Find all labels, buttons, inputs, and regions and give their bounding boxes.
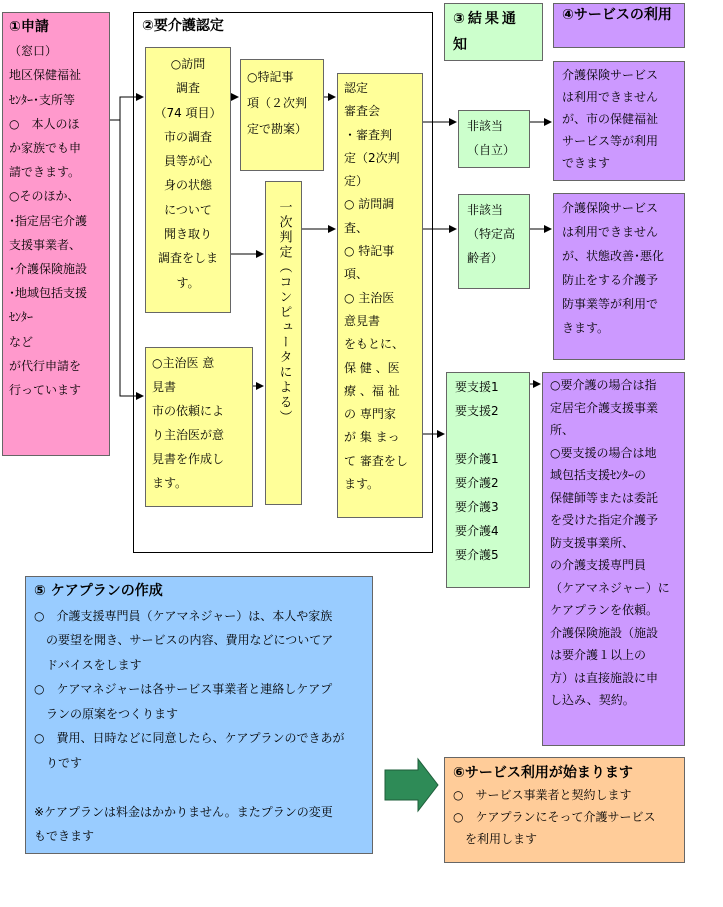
careplan-title: ⑤ ケアプランの作成 (34, 583, 163, 599)
special-notes-line: ○特記事 (247, 70, 294, 84)
review-board-line: 保 健 、医 (344, 360, 400, 375)
review-board-line: て 審査をし (344, 453, 408, 468)
service-line: 介護保険施設（施設 (550, 625, 659, 640)
review-board-line: をもとに、 (344, 337, 405, 352)
careplan-line: ランの原案をつくります (34, 706, 179, 721)
service-line: を受けた指定介護予 (550, 513, 659, 527)
apply-line: か家族でも申 (9, 141, 82, 156)
careplan-line: ※ケアプランは料金はかかりません。またプランの変更 (34, 804, 333, 819)
visit-survey-line: 員等が心 (163, 154, 212, 169)
special-notes-line: 項（２次判 (247, 96, 308, 110)
apply-line: （窓口） (9, 44, 58, 59)
apply-line: 地区保健福祉 (9, 68, 82, 83)
visit-survey-line: ○訪問 (170, 57, 206, 71)
service-line: し込み、契約。 (550, 693, 635, 707)
visit-survey-line: 市の調査 (163, 129, 212, 144)
service-line: できます (562, 156, 611, 170)
visit-survey-line: 聞き取り (163, 227, 212, 242)
arrow-apply-to-visit (110, 97, 143, 120)
service-line: は利用できません (562, 90, 659, 104)
service-line: は要介護１以上の (550, 648, 647, 662)
careplan-line: もできます (34, 829, 95, 843)
review-board-line: 査、 (344, 220, 369, 235)
visit-survey-line: 身の状態 (163, 178, 212, 193)
service-line: 防事業等が利用で (562, 297, 659, 311)
review-board-line: 療 、福 祉 (344, 383, 400, 398)
service-line: サービス等が利用 (562, 134, 659, 148)
apply-line: ｾﾝﾀｰ (9, 310, 34, 325)
visit-survey-line: について (164, 202, 212, 217)
doctor-opinion-line: 市の依頼によ (152, 404, 225, 418)
review-board-line: の 専門家 (344, 407, 396, 422)
apply-line: 請できます。 (9, 165, 81, 180)
result-line: 要介護2 (455, 476, 499, 490)
review-board-line: 項、 (344, 267, 369, 282)
service-line: ○要支援の場合は地 (550, 445, 657, 460)
service-line: ケアプランを依頼。 (550, 603, 659, 617)
service-line: 定居宅介護支援事業 (550, 400, 659, 415)
result-line: 要介護1 (455, 452, 499, 466)
big-green-arrow (385, 759, 438, 811)
review-board-line: 意見書 (344, 313, 381, 328)
apply-line: ･指定居宅介護 (9, 213, 88, 228)
result-line: 齢者） (467, 251, 504, 265)
careplan-line: りです (34, 755, 83, 770)
service-line: きます。 (562, 321, 610, 335)
result-line: 要支援1 (455, 380, 499, 394)
apply-line: が代行申請を (9, 358, 82, 373)
apply-line: 支援事業者、 (9, 237, 82, 252)
visit-survey-line: 調査をしま (157, 251, 218, 266)
service-line: の介護支援専門員 (550, 558, 647, 572)
arrow-apply-to-doctor (120, 120, 143, 396)
service-line: 防止をする介護予 (562, 273, 659, 287)
doctor-opinion-line: ます。 (152, 476, 188, 490)
result-line: 非該当 (467, 203, 504, 217)
review-board-line: ○ 特記事 (344, 244, 395, 259)
apply-line: ･地域包括支援 (9, 286, 88, 301)
primary-judgment-text: 一次判定（コンピュータによる） (276, 200, 292, 425)
apply-line: ○ 本人のほ (9, 116, 80, 131)
result-line: 要介護4 (455, 524, 499, 538)
visit-survey-line: す。 (176, 275, 200, 290)
apply-line: 行っています (9, 383, 82, 398)
service-start-line: ○ サービス事業者と契約します (453, 788, 632, 802)
careplan-line: ドバイスをします (34, 657, 142, 672)
apply-line: ｾﾝﾀｰ･支所等 (9, 92, 76, 107)
review-board-line: ○ 訪問調 (344, 197, 395, 212)
service-line: 介護保険サービス (562, 68, 659, 82)
result-line: 要介護3 (455, 500, 499, 514)
service-line: が、市の保健福祉 (562, 112, 659, 126)
review-board-line: ます。 (344, 477, 380, 492)
review-board-line: 定） (344, 174, 369, 189)
service-line: （ケアマネジャー）に (550, 580, 670, 595)
careplan-line: ○ ケアマネジャーは各サービス事業者と連絡しケアプ (34, 682, 333, 696)
visit-survey-line: 調査 (175, 81, 200, 96)
apply-title: ①申請 (9, 19, 49, 35)
careplan-line: の要望を聞き、サービスの内容、費用などについてア (34, 633, 334, 647)
review-board-line: が 集 まっ (344, 430, 400, 445)
apply-line: ○そのほか、 (9, 189, 80, 204)
review-board-line: 審査会 (344, 104, 381, 119)
service-start-line: を利用します (453, 832, 538, 846)
service-start-title: ⑥サービス利用が始まります (453, 765, 633, 781)
service-line: 介護保険サービス (562, 201, 659, 215)
result-line: 要介護5 (455, 548, 499, 562)
service-line: 域包括支援ｾﾝﾀｰの (550, 468, 647, 482)
apply-line: など (9, 334, 34, 349)
service-line: 方）は直接施設に申 (550, 670, 659, 685)
careplan-line: ○ 介護支援専門員（ケアマネジャー）は、本人や家族 (34, 608, 333, 623)
review-board-line: ・審査判 (344, 127, 393, 142)
service-line: が、状態改善･悪化 (562, 249, 665, 263)
result-line: 非該当 (467, 119, 504, 133)
doctor-opinion-line: 見書 (152, 380, 177, 394)
doctor-opinion-line: 見書を作成し (152, 452, 225, 466)
service-line: 防支援事業所、 (550, 535, 635, 550)
special-notes-line: 定で勘案） (247, 122, 308, 136)
review-board-line: ○ 主治医 (344, 290, 395, 305)
result-line: （自立） (467, 143, 516, 157)
result-line: 要支援2 (455, 404, 499, 418)
careplan-line: ○ 費用、日時などに同意したら、ケアプランのできあが (34, 731, 345, 745)
visit-survey-line: （74 項目） (154, 105, 222, 120)
service-line: ○要介護の場合は指 (550, 378, 657, 392)
service-line: は利用できません (562, 225, 659, 239)
review-board-line: 定（2次判 (344, 150, 400, 165)
service-line: 保健師等または委託 (550, 490, 659, 505)
apply-line: ･介護保険施設 (9, 262, 88, 277)
service-line: 所、 (550, 423, 575, 437)
service-start-line: ○ ケアプランにそって介護サービス (453, 810, 656, 824)
review-board-line: 認定 (344, 81, 369, 95)
results-title: ③結果通知 (453, 11, 519, 53)
result-line: （特定高 (467, 227, 516, 241)
doctor-opinion-line: り主治医が意 (152, 428, 225, 442)
doctor-opinion-line: ○主治医 意 (152, 356, 215, 370)
certification-title: ②要介護認定 (142, 18, 224, 34)
services-title: ④サービスの利用 (562, 7, 672, 23)
